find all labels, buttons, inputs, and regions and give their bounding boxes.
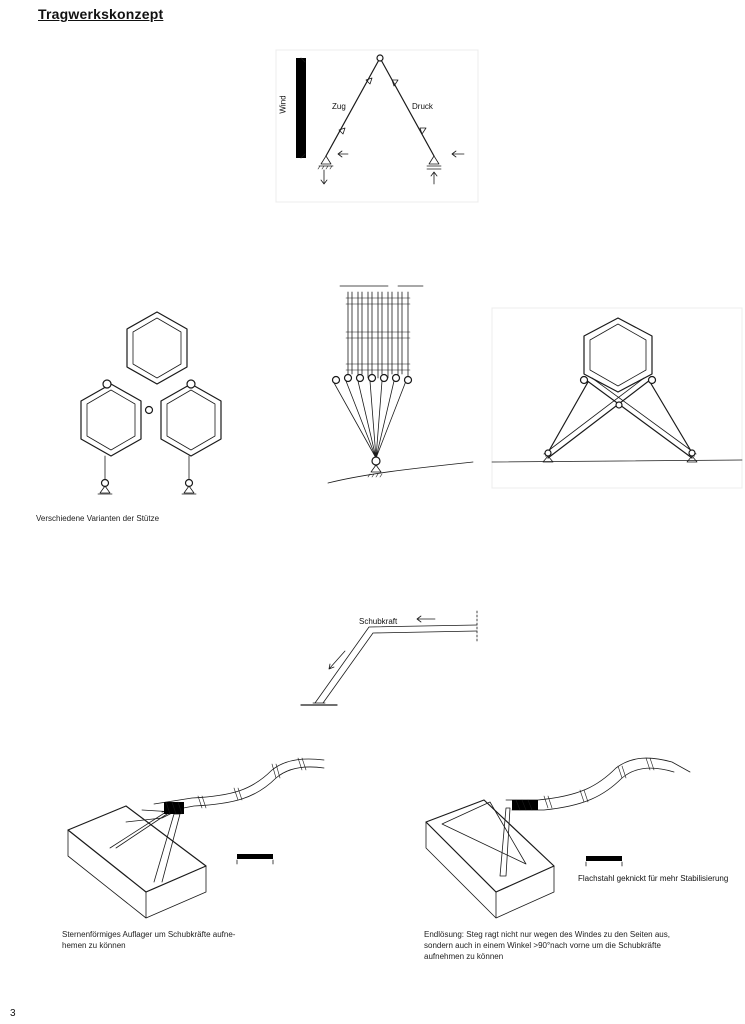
page-number: 3 [10, 1008, 16, 1019]
zug-label: Zug [332, 102, 346, 111]
bundled-columns-diagram [328, 278, 478, 493]
flachstahl-label: Flachstahl geknickt für mehr Stabilisierung [578, 874, 729, 883]
schubkraft-diagram [257, 603, 487, 718]
schubkraft-label: Schubkraft [359, 617, 398, 626]
hexagon-variant-diagram [55, 300, 255, 500]
wind-label: Wind [278, 95, 288, 114]
druck-label: Druck [412, 102, 433, 111]
caption-star-support-line-2: hemen zu können [62, 941, 126, 950]
caption-final-line-1: Endlösung: Steg ragt nicht nur wegen des Windes zu den Seiten aus, [424, 930, 670, 939]
walkway-star-support-drawing [62, 752, 332, 924]
caption-final-solution [424, 929, 724, 962]
walkway-final-solution-drawing [420, 752, 720, 924]
caption-final-line-2: sondern auch in einem Winkel >90°nach vorne um die Schubkräfte [424, 941, 661, 950]
caption-star-support-line-1: Sternenförmiges Auflager um Schubkräfte aufne- [62, 930, 236, 939]
variants-caption: Verschiedene Varianten der Stütze [36, 514, 160, 523]
caption-star-support [62, 929, 322, 951]
page-title: Tragwerkskonzept [38, 6, 164, 22]
hexagon-legs-diagram [492, 308, 742, 488]
truss-wind-diagram [276, 50, 478, 202]
caption-final-line-3: aufnehmen zu können [424, 952, 504, 961]
